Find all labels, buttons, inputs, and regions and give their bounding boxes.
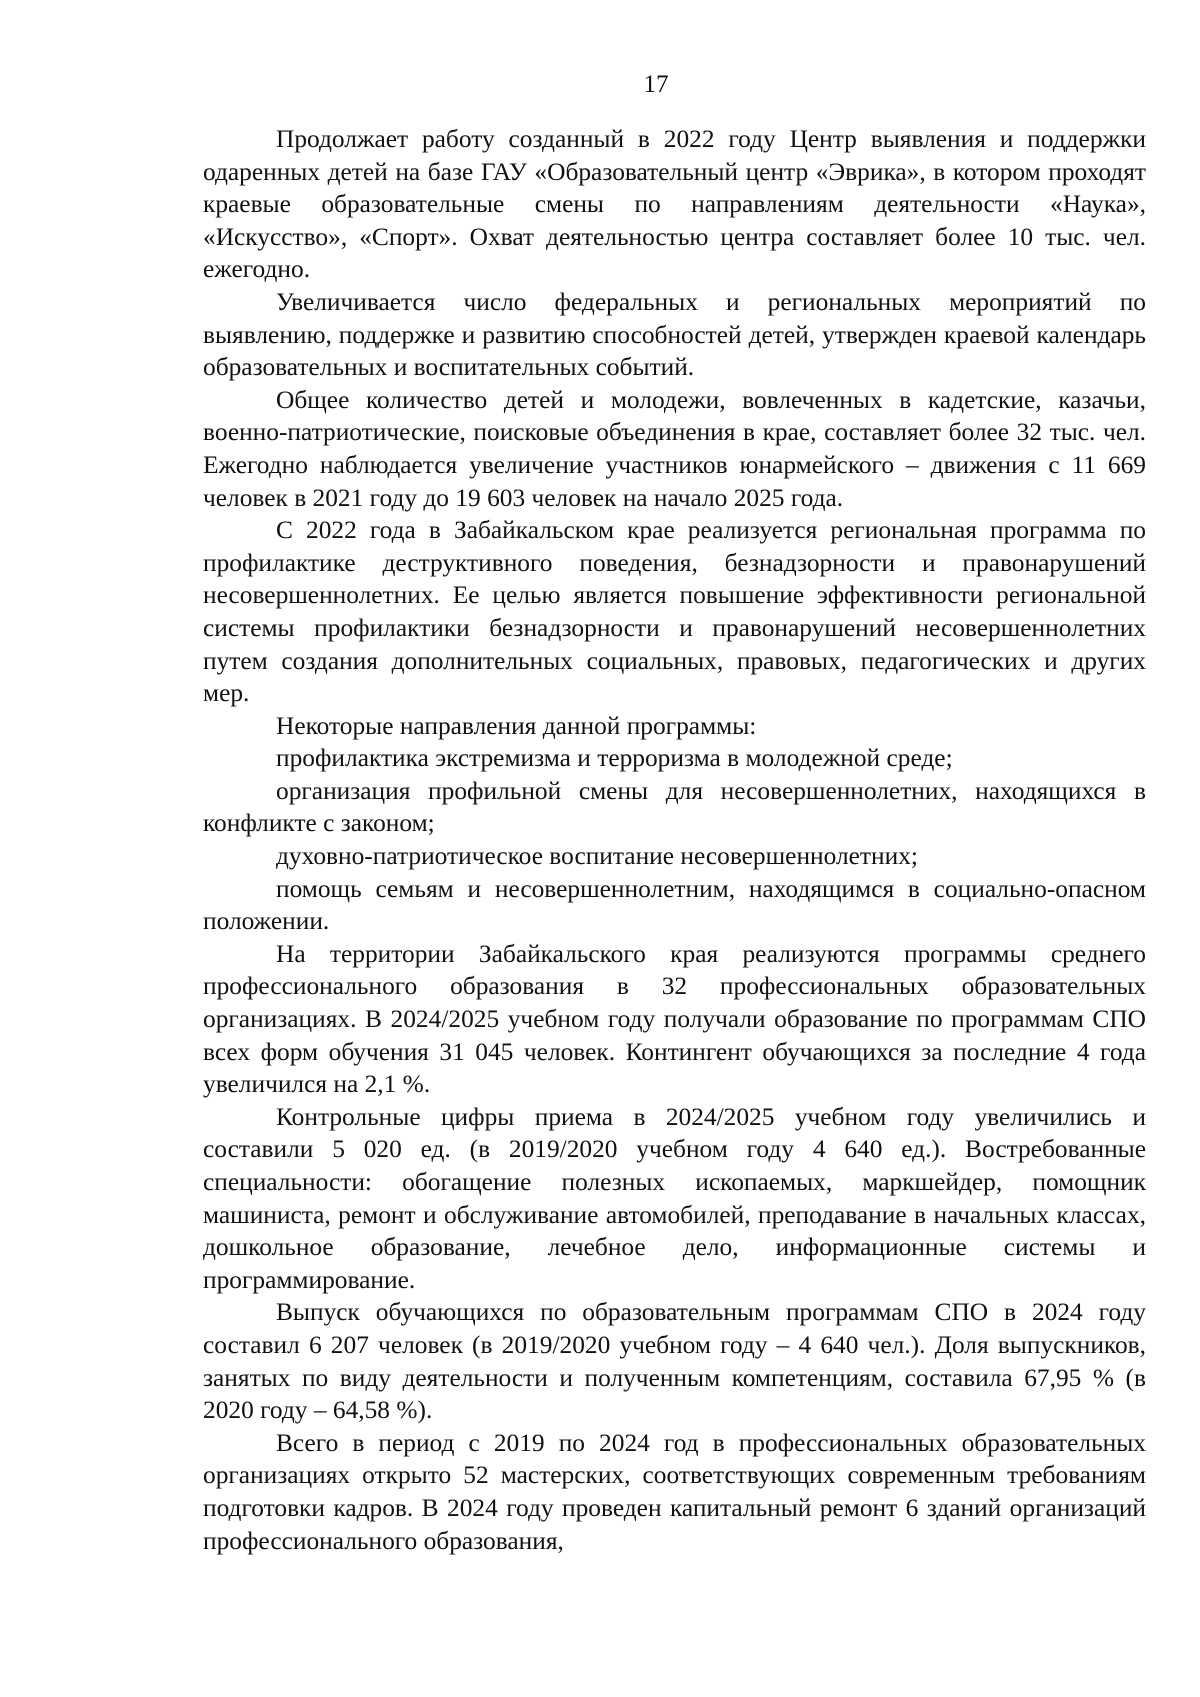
paragraph-prevention-program: С 2022 года в Забайкальском крае реализуется региональная программа по профилактике деструктивного поведения, безнадзорности и правонарушений несовершеннолетних. Ее целью является повышение эффективности региональной системы профилактики безнадзорности и правонарушений несовершеннолетних путем создания дополнительных социальных, правовых, педагогических и других мер. xyxy=(203,516,1146,708)
paragraph-spo-programs: На территории Забайкальского края реализуются программы среднего профессионального образования в 32 профессиональных образовательных организациях. В 2024/2025 учебном году получали образование по программам СПО всех форм обучения 31 045 человек. Контингент обучающихся за последние 4 года увеличился на 2,1 %. xyxy=(203,939,1146,1099)
paragraph-events-growth: Увеличивается число федеральных и региональных мероприятий по выявлению, поддержке и развитию способностей детей, утвержден краевой календарь образовательных и воспитательных событий. xyxy=(203,287,1146,382)
paragraph-admission-figures: Контрольные цифры приема в 2024/2025 учебном году увеличились и составили 5 020 ед. (в 2019/2020 учебном году 4 640 ед.). Востребованные специальности: обогащение полезных ископаемых, маркшейдер, помощник машиниста, ремонт и обслуживание автомобилей, преподавание в начальных классах, дошкольное образование, лечебное дело, информационные системы и программирование. xyxy=(203,1102,1146,1294)
list-item-family-help: помощь семьям и несовершеннолетним, находящимся в социально-опасном положении. xyxy=(203,874,1146,936)
list-item-profile-shift: организация профильной смены для несовершеннолетних, находящихся в конфликте с законом; xyxy=(203,776,1146,838)
page-number: 17 xyxy=(643,71,669,98)
paragraph-workshops: Всего в период с 2019 по 2024 год в профессиональных образовательных организациях открыто 52 мастерских, соответствующих современным требованиям подготовки кадров. В 2024 году проведен капитальный ремонт 6 зданий организаций профессионального образования, xyxy=(203,1428,1146,1555)
paragraph-youth-associations: Общее количество детей и молодежи, вовлеченных в кадетские, казачьи, военно-патриотические, поисковые объединения в крае, составляет более 32 тыс. чел. Ежегодно наблюдается увеличение участников юнармейского – движения с 11 669 человек в 2021 году до 19 603 человек на начало 2025 года. xyxy=(203,385,1146,512)
list-item-patriotic-education: духовно-патриотическое воспитание несовершеннолетних; xyxy=(276,842,918,871)
paragraph-eureka-center: Продолжает работу созданный в 2022 году Центр выявления и поддержки одаренных детей на базе ГАУ «Образовательный центр «Эврика», в котором проходят краевые образовательные смены по направлениям деятельности «Наука», «Искусство», «Спорт». Охват деятельностью центра составляет более 10 тыс. чел. ежегодно. xyxy=(203,125,1146,284)
paragraph-graduates: Выпуск обучающихся по образовательным программам СПО в 2024 году составил 6 207 человек (в 2019/2020 учебном году – 4 640 чел.). Доля выпускников, занятых по виду деятельности и полученным компетенциям, составила 67,95 % (в 2020 году – 64,58 %). xyxy=(203,1298,1146,1425)
document-body xyxy=(203,123,1146,1557)
list-item-extremism-prevention: профилактика экстремизма и терроризма в молодежной среде; xyxy=(276,744,953,773)
paragraph-program-directions-intro: Некоторые направления данной программы: xyxy=(276,711,757,740)
